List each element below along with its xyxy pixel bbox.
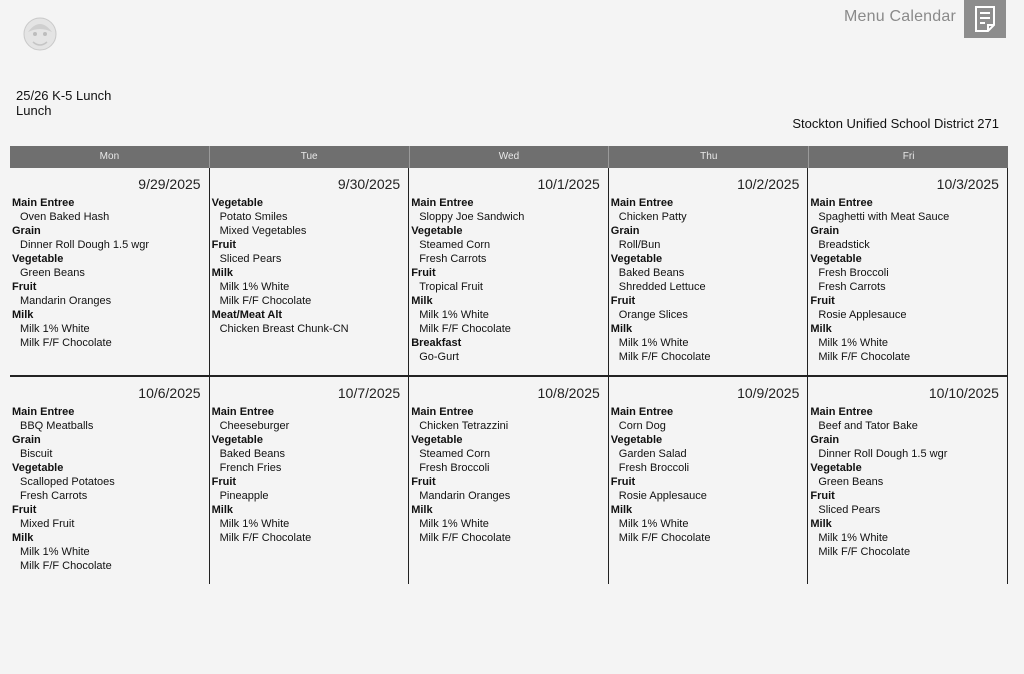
menu-item: Milk 1% White: [419, 309, 489, 321]
menu-calendar-icon: [973, 5, 997, 33]
menu-category: Milk: [810, 518, 832, 530]
menu-item: Milk F/F Chocolate: [419, 323, 511, 335]
menu-category: Vegetable: [411, 225, 463, 237]
menu-category: Breakfast: [411, 337, 462, 349]
menu-category: Main Entree: [810, 197, 873, 209]
menu-category: Vegetable: [12, 462, 64, 474]
menu-category: Fruit: [810, 295, 835, 307]
meal-name: Lunch: [16, 103, 52, 118]
menu-item: Green Beans: [20, 267, 85, 279]
menu-item: Chicken Patty: [618, 211, 687, 223]
menu-category: Fruit: [12, 281, 37, 293]
menu-item: Baked Beans: [618, 267, 685, 279]
calendar-weeks: [10, 168, 1008, 584]
menu-item: Sliced Pears: [219, 253, 282, 265]
menu-item: Breadstick: [818, 239, 870, 251]
menu-item: Mixed Fruit: [20, 518, 75, 530]
menu-item: Milk 1% White: [20, 323, 90, 335]
menu-category: Vegetable: [12, 253, 64, 265]
menu-category: Grain: [610, 225, 640, 237]
menu-item: Chicken Breast Chunk-CN: [219, 323, 349, 335]
menu-category: Grain: [810, 434, 840, 446]
menu-item: Milk 1% White: [419, 518, 489, 530]
weekday-header-wed: Wed: [410, 146, 610, 168]
menu-item: Green Beans: [818, 476, 884, 488]
day-date: 10/2/2025: [737, 176, 800, 192]
menu-item: Dinner Roll Dough 1.5 wgr: [818, 448, 948, 460]
menu-category: Main Entree: [12, 406, 75, 418]
day-cell: [210, 168, 410, 375]
menu-item: Fresh Broccoli: [618, 462, 690, 474]
menu-category: Main Entree: [12, 197, 75, 209]
day-date: 10/10/2025: [928, 385, 999, 401]
menu-item: Potato Smiles: [219, 211, 288, 223]
menu-category: Fruit: [610, 295, 636, 307]
menu-category: Milk: [211, 267, 233, 279]
menu-category: Main Entree: [610, 197, 674, 209]
menu-item: Chicken Tetrazzini: [419, 420, 509, 432]
menu-item: Dinner Roll Dough 1.5 wgr: [20, 239, 150, 251]
day-cell: [210, 377, 410, 584]
menu-item: BBQ Meatballs: [20, 420, 94, 432]
menu-category: Grain: [12, 434, 41, 446]
menu-category: Milk: [411, 295, 433, 307]
menu-category: Milk: [610, 504, 633, 516]
day-cell: [10, 377, 210, 584]
menu-category: Milk: [810, 323, 832, 335]
menu-item: Tropical Fruit: [419, 281, 483, 293]
menu-category: Main Entree: [610, 406, 674, 418]
menu-item: Fresh Carrots: [419, 253, 487, 265]
menu-category: Milk: [610, 323, 633, 335]
weekday-header-thu: Thu: [609, 146, 809, 168]
menu-item: Fresh Carrots: [818, 281, 886, 293]
menu-category: Fruit: [211, 476, 237, 488]
menu-category: Fruit: [211, 239, 237, 251]
menu-item: Garden Salad: [618, 448, 687, 460]
menu-category: Fruit: [12, 504, 37, 516]
day-cell: [409, 377, 609, 584]
menu-category: Vegetable: [211, 197, 263, 209]
weekday-header-fri: Fri: [902, 151, 915, 162]
menu-item: Pineapple: [219, 490, 269, 502]
menu-item: Fresh Broccoli: [419, 462, 490, 474]
day-date: 9/29/2025: [138, 176, 201, 192]
menu-item: Mandarin Oranges: [419, 490, 511, 502]
menu-item: Beef and Tator Bake: [818, 420, 918, 432]
menu-name: 25/26 K-5 Lunch: [16, 88, 112, 103]
menu-category: Fruit: [411, 476, 436, 488]
menu-item: Milk 1% White: [219, 281, 290, 293]
menu-item: Sliced Pears: [818, 504, 881, 516]
menu-item: Mandarin Oranges: [20, 295, 112, 307]
calendar-week-row: [10, 377, 1008, 584]
menu-category: Vegetable: [610, 253, 663, 265]
menu-item: Rosie Applesauce: [618, 490, 707, 502]
menu-item: Cheeseburger: [219, 420, 290, 432]
menu-category: Vegetable: [810, 462, 862, 474]
menu-item: Mixed Vegetables: [219, 225, 307, 237]
menu-item: Baked Beans: [219, 448, 286, 460]
menu-item: Milk 1% White: [818, 337, 889, 349]
menu-item: Oven Baked Hash: [20, 211, 110, 223]
menu-category: Grain: [12, 225, 41, 237]
menu-item: Corn Dog: [618, 420, 666, 432]
menu-category: Vegetable: [810, 253, 862, 265]
day-date: 10/6/2025: [138, 385, 201, 401]
menu-title-block: [16, 88, 111, 118]
menu-category: Vegetable: [411, 434, 463, 446]
day-date: 9/30/2025: [337, 176, 401, 192]
day-cell: [10, 168, 210, 375]
menu-item: Milk 1% White: [618, 518, 689, 530]
menu-category: Milk: [411, 504, 433, 516]
menu-item: Milk F/F Chocolate: [618, 351, 711, 363]
menu-item: Milk F/F Chocolate: [818, 546, 911, 558]
menu-item: Roll/Bun: [618, 239, 661, 251]
menu-category: Fruit: [411, 267, 436, 279]
day-cell: [808, 168, 1008, 375]
weekday-header-tue: Tue: [210, 146, 410, 168]
menu-calendar-button[interactable]: [964, 0, 1006, 38]
menu-item: Milk 1% White: [818, 532, 889, 544]
menu-category: Fruit: [810, 490, 835, 502]
menu-category: Vegetable: [211, 434, 263, 446]
district-name: Stockton Unified School District 271: [792, 116, 999, 131]
menu-category: Vegetable: [610, 434, 663, 446]
menu-item: Orange Slices: [618, 309, 688, 321]
school-logo: [18, 10, 62, 60]
menu-item: Fresh Broccoli: [818, 267, 889, 279]
menu-item: Rosie Applesauce: [818, 309, 907, 321]
menu-item: Steamed Corn: [419, 448, 491, 460]
menu-item: Milk F/F Chocolate: [20, 337, 112, 349]
calendar-week-row: [10, 168, 1008, 377]
menu-item: Go-Gurt: [419, 351, 459, 363]
menu-category: Main Entree: [411, 197, 474, 209]
menu-item: Milk F/F Chocolate: [219, 532, 312, 544]
menu-category: Meat/Meat Alt: [211, 309, 283, 321]
menu-calendar-grid: [10, 146, 1008, 582]
day-date: 10/9/2025: [737, 385, 800, 401]
menu-category: Main Entree: [810, 406, 873, 418]
day-cell: [609, 377, 809, 584]
menu-category: Fruit: [610, 476, 636, 488]
menu-item: Scalloped Potatoes: [20, 476, 115, 488]
menu-item: Milk 1% White: [20, 546, 90, 558]
menu-item: Steamed Corn: [419, 239, 491, 251]
day-date: 10/3/2025: [936, 176, 999, 192]
menu-item: Spaghetti with Meat Sauce: [818, 211, 950, 223]
day-date: 10/8/2025: [537, 385, 600, 401]
menu-item: Fresh Carrots: [20, 490, 88, 502]
weekday-header-row: [10, 146, 1008, 168]
menu-item: Shredded Lettuce: [618, 281, 706, 293]
menu-item: French Fries: [219, 462, 282, 474]
menu-category: Main Entree: [411, 406, 474, 418]
menu-category: Milk: [12, 532, 34, 544]
menu-calendar-title: Menu Calendar: [844, 8, 956, 25]
day-date: 10/7/2025: [337, 385, 401, 401]
menu-item: Milk F/F Chocolate: [219, 295, 312, 307]
day-cell: [609, 168, 809, 375]
menu-item: Milk 1% White: [219, 518, 290, 530]
menu-item: Milk 1% White: [618, 337, 689, 349]
menu-item: Milk F/F Chocolate: [419, 532, 511, 544]
menu-category: Milk: [211, 504, 233, 516]
menu-item: Sloppy Joe Sandwich: [419, 211, 525, 223]
menu-category: Grain: [810, 225, 840, 237]
day-cell: [808, 377, 1008, 584]
menu-item: Milk F/F Chocolate: [20, 560, 112, 572]
menu-item: Biscuit: [20, 448, 53, 460]
menu-item: Milk F/F Chocolate: [618, 532, 711, 544]
menu-category: Main Entree: [211, 406, 274, 418]
menu-category: Milk: [12, 309, 34, 321]
day-cell: [409, 168, 609, 375]
day-date: 10/1/2025: [537, 176, 600, 192]
weekday-header-mon: Mon: [10, 146, 210, 168]
menu-item: Milk F/F Chocolate: [818, 351, 911, 363]
